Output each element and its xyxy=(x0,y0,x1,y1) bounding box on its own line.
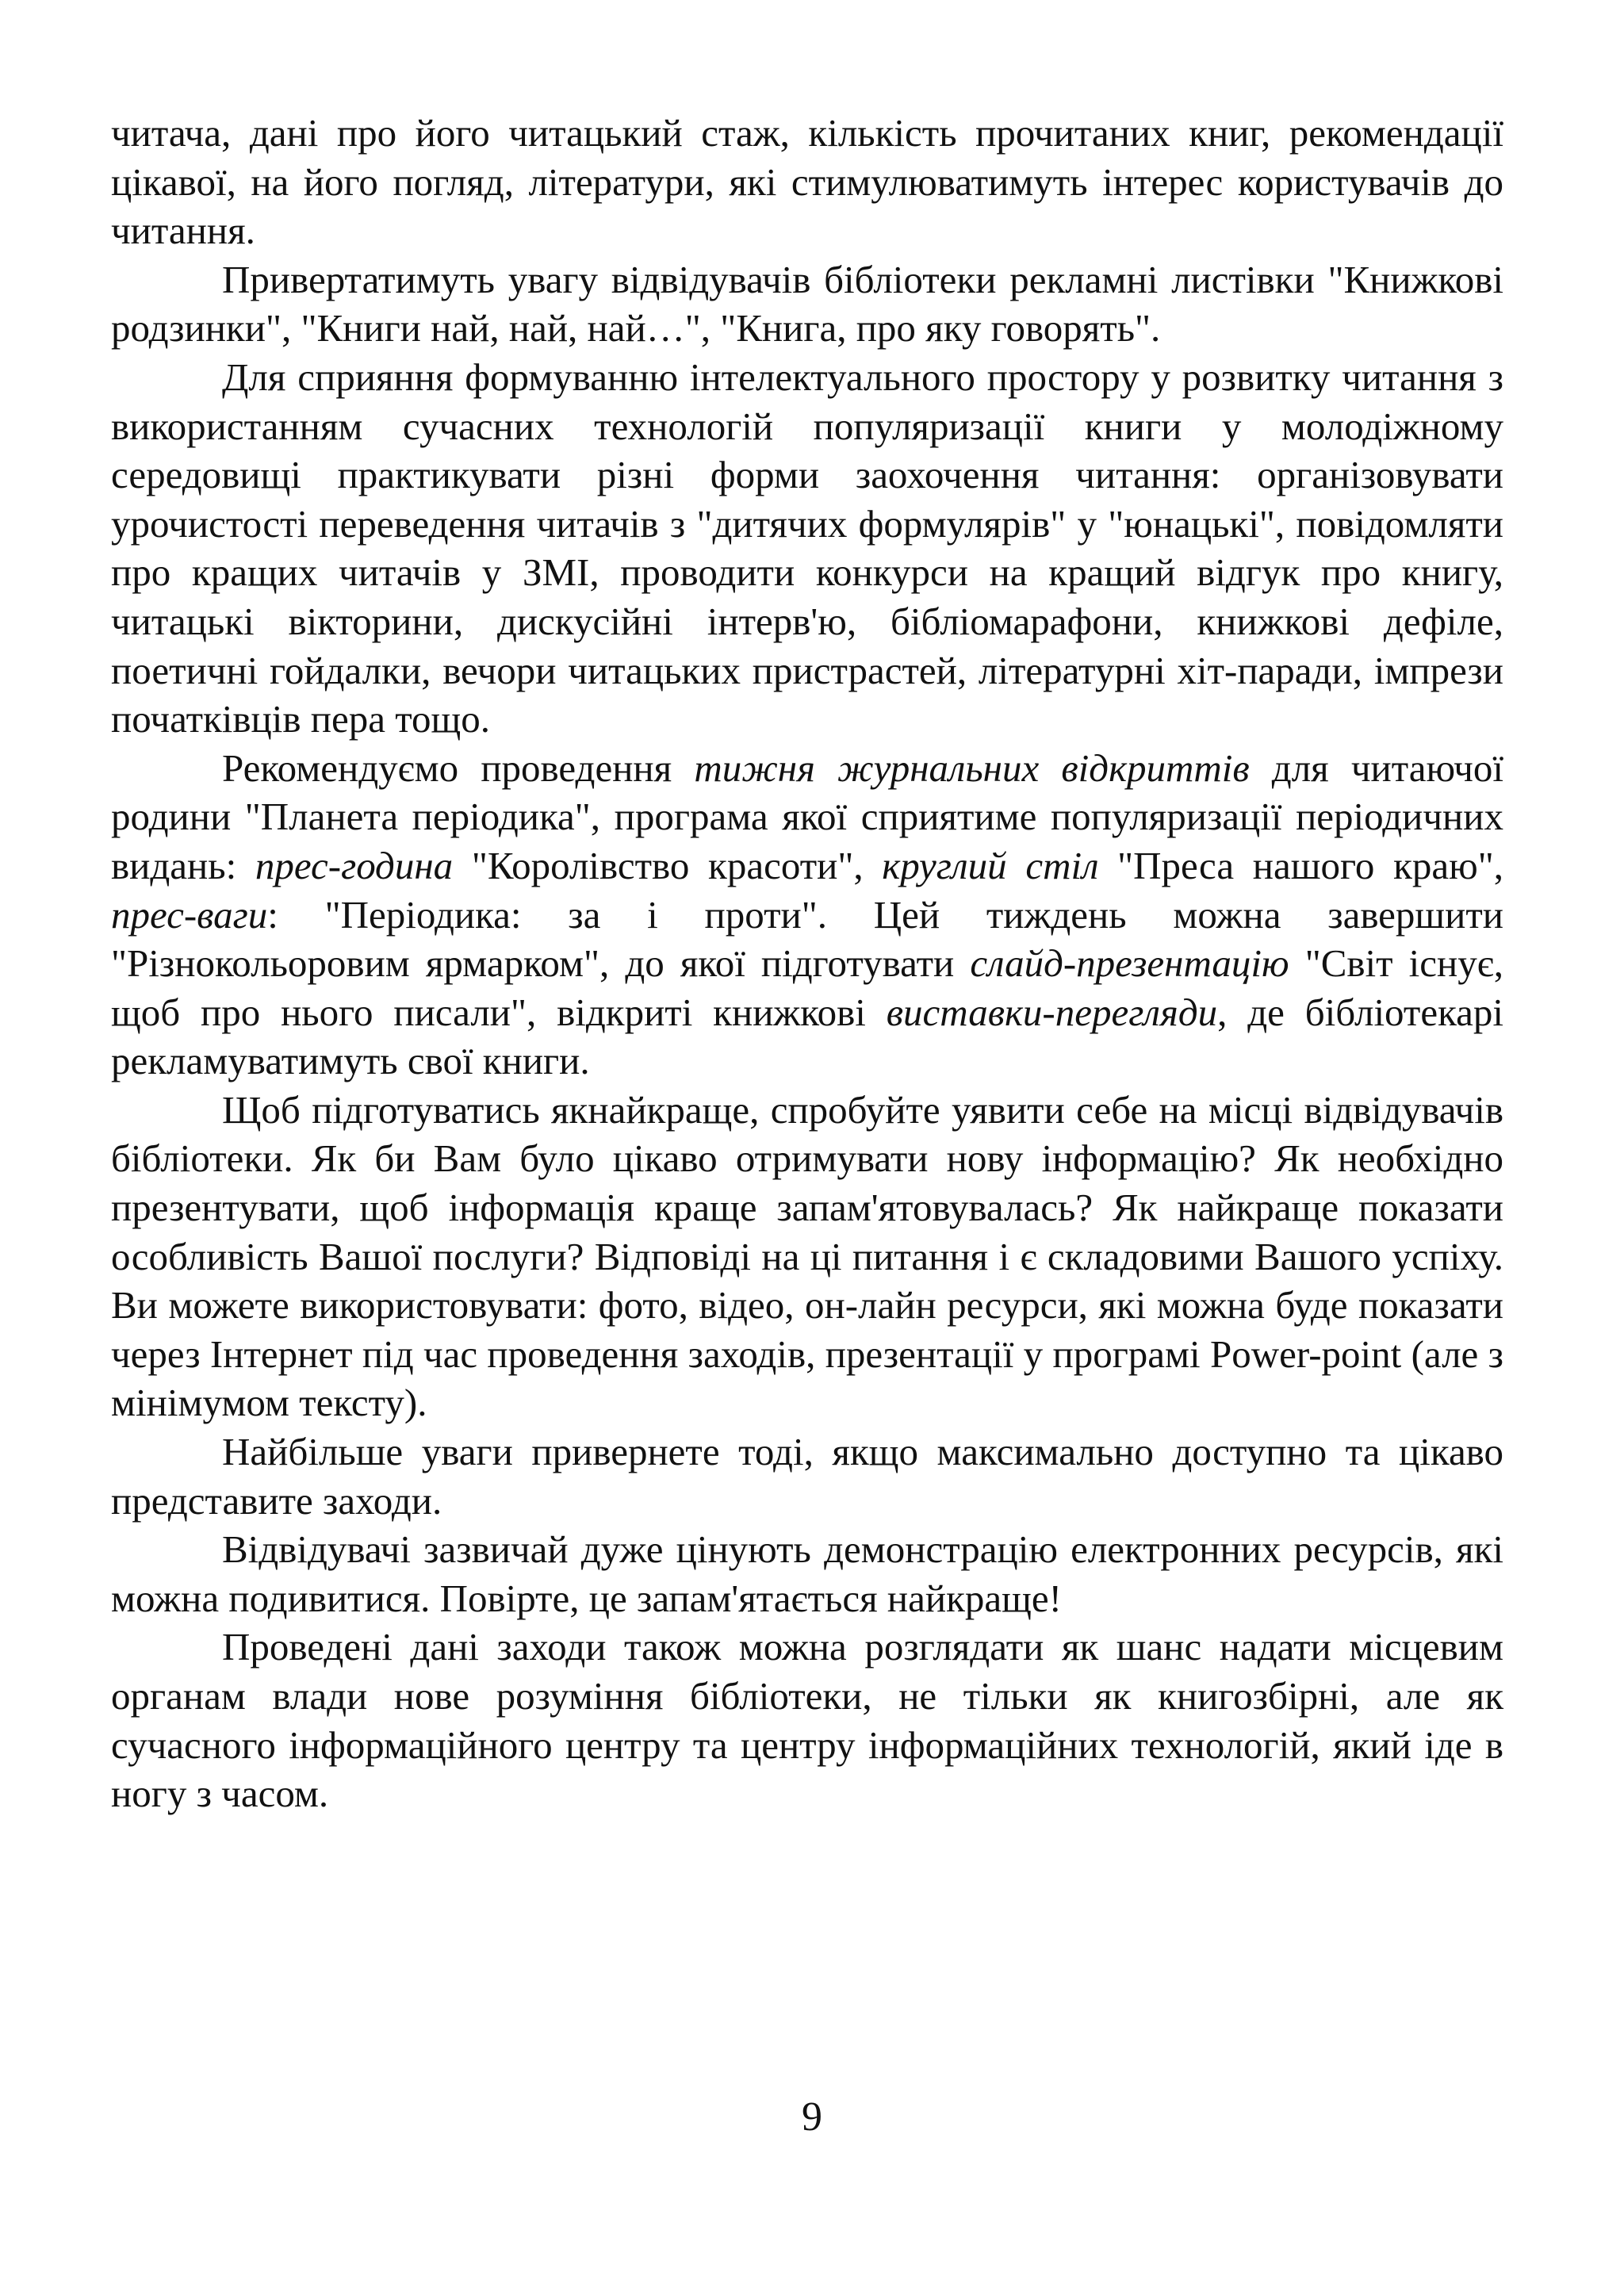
paragraph-6 xyxy=(111,1427,1503,1525)
text-run: Привертатимуть увагу відвідувачів бібліотеки рекламні листівки "Книжкові родзинки", "Книги най, най, най…", "Книга, про яку говорять". xyxy=(111,257,1503,351)
italic-phrase: тижня журнальних відкриттів xyxy=(694,745,1250,790)
italic-phrase: круглий стіл xyxy=(882,843,1099,887)
text-run: "Світ існує, щоб про нього писали", відкриті книжкові xyxy=(111,941,1503,1034)
italic-phrase: прес-година xyxy=(255,843,454,887)
text-run: "Преса нашого краю", xyxy=(1098,843,1503,887)
text-run: Відвідувачі зазвичай дуже цінують демонстрацію електронних ресурсів, які можна подивитися. Повірте, це запам'ятається найкраще! xyxy=(111,1527,1503,1620)
text-run: для читаючої родини "Планета періодика", програма якої сприятиме популяризації періодичних видань: xyxy=(111,745,1503,887)
paragraph-1 xyxy=(111,109,1503,255)
text-run: : "Періодика: за і проти". Цей тиждень можна завершити "Різнокольоровим ярмарком", до якої підготувати xyxy=(111,892,1503,986)
text-run: Рекомендуємо проведення xyxy=(222,745,695,790)
paragraph-3 xyxy=(111,353,1503,744)
text-run: Для сприяння формуванню інтелектуального простору у розвитку читання з використанням сучасних технологій популяризації книги у молодіжному середовищі практикувати різні форми заохочення читання: організовувати урочистості переведення читачів з "дитячих формулярів" у "юнацькі", повідомляти про кращих читачів у ЗМІ, проводити конкурси на кращий відгук про книгу, читацькі вікторини, дискусійні інтерв'ю, бібліомарафони, книжкові дефіле, поетичні гойдалки, вечори читацьких пристрастей, літературні хіт-паради, імпрези початківців пера тощо. xyxy=(111,354,1503,741)
italic-phrase: слайд-презентацію xyxy=(970,941,1289,986)
paragraph-7 xyxy=(111,1525,1503,1623)
paragraph-8 xyxy=(111,1623,1503,1818)
text-run: Найбільше уваги привернете тоді, якщо максимально доступно та цікаво представите заходи. xyxy=(111,1430,1503,1523)
text-run: читача, дані про його читацький стаж, кількість прочитаних книг, рекомендації цікавої, на його погляд, літератури, які стимулюватимуть інтерес користувачів до читання. xyxy=(111,111,1503,253)
text-run: Щоб підготуватись якнайкраще, спробуйте уявити себе на місці відвідувачів бібліотеки. Як би Вам було цікаво отримувати нову інформацію? Як необхідно презентувати, щоб інформація краще запам'ятовувалась? Як найкраще показати особливість Вашої послуги? Відповіді на ці питання і є складовими Вашого успіху. Ви можете використовувати: фото, відео, он-лайн ресурси, які можна буде показати через Інтернет під час проведення заходів, презентації у програмі Power-point (але з мінімумом тексту). xyxy=(111,1087,1503,1425)
page-number: 9 xyxy=(802,2094,822,2140)
text-run: Проведені дані заходи також можна розглядати як шанс надати місцевим органам влади нове розуміння бібліотеки, не тільки як книгозбірні, але як сучасного інформаційного центру та центру інформаційних технологій, який іде в ногу з часом. xyxy=(111,1625,1503,1816)
text-run: , де бібліотекарі рекламуватимуть свої книги. xyxy=(111,990,1504,1083)
paragraph-2 xyxy=(111,255,1503,353)
text-run: "Королівство красоти", xyxy=(453,843,883,887)
paragraph-4 xyxy=(111,744,1503,1086)
italic-phrase: прес-ваги xyxy=(111,892,268,937)
italic-phrase: виставки-перегляди xyxy=(886,990,1218,1034)
paragraph-5 xyxy=(111,1086,1503,1427)
body-text xyxy=(111,109,1503,1818)
